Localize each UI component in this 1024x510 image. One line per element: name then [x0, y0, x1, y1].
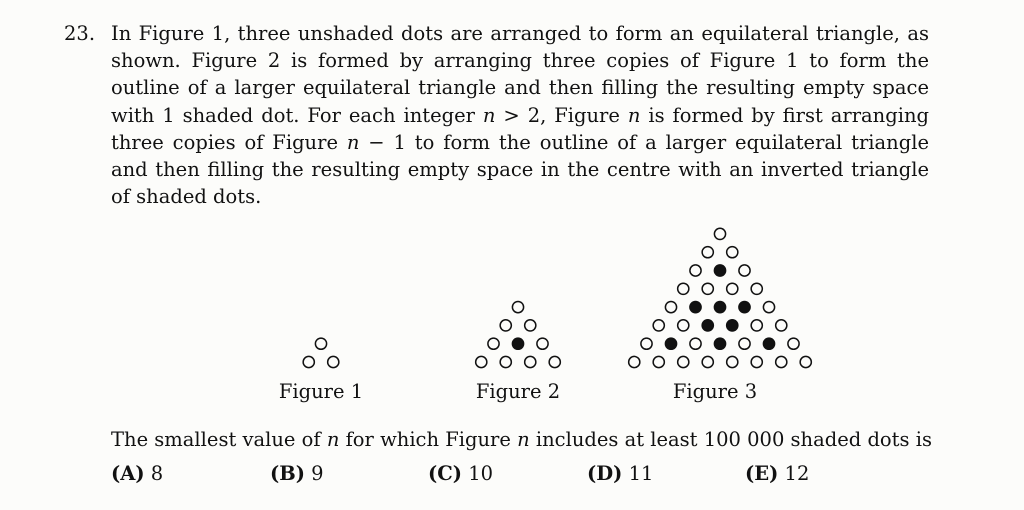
shaded-dot — [690, 302, 701, 313]
unshaded-dot — [678, 320, 689, 331]
unshaded-dot — [690, 338, 701, 349]
unshaded-dot — [500, 356, 511, 367]
unshaded-dot — [800, 356, 811, 367]
unshaded-dot — [488, 338, 499, 349]
choice-c-label: (C) — [428, 462, 462, 485]
dot-figures — [0, 200, 1024, 410]
var-n: n — [627, 103, 641, 127]
var-n: n — [326, 428, 340, 451]
shaded-dot — [714, 302, 725, 313]
unshaded-dot — [537, 338, 548, 349]
unshaded-dot — [328, 356, 339, 367]
unshaded-dot — [751, 283, 762, 294]
unshaded-dot — [751, 356, 762, 367]
unshaded-dot — [727, 356, 738, 367]
shaded-dot — [702, 320, 713, 331]
question-number: 23. — [64, 22, 96, 45]
shaded-dot — [714, 265, 725, 276]
shaded-dot — [739, 302, 750, 313]
choice-a[interactable] — [111, 462, 163, 485]
unshaded-dot — [629, 356, 640, 367]
unshaded-dot — [678, 356, 689, 367]
unshaded-dot — [739, 338, 750, 349]
choice-e[interactable] — [745, 462, 809, 485]
choice-a-value: 8 — [150, 462, 164, 485]
unshaded-dot — [303, 356, 314, 367]
choice-d[interactable] — [587, 462, 653, 485]
unshaded-dot — [500, 320, 511, 331]
shaded-dot — [763, 338, 774, 349]
figures-area — [0, 200, 1024, 410]
unshaded-dot — [653, 356, 664, 367]
unshaded-dot — [776, 320, 787, 331]
figure-1-label: Figure 1 — [278, 380, 364, 403]
choice-d-value: 11 — [628, 462, 654, 485]
shaded-dot — [727, 320, 738, 331]
var-n: n — [517, 428, 530, 451]
var-n: n — [482, 103, 496, 127]
choice-c[interactable] — [428, 462, 493, 485]
choice-a-label: (A) — [111, 462, 145, 485]
unshaded-dot — [702, 247, 713, 258]
choice-b-label: (B) — [270, 462, 305, 485]
unshaded-dot — [788, 338, 799, 349]
unshaded-dot — [678, 283, 689, 294]
unshaded-dot — [727, 247, 738, 258]
stem-part-3: − 1 to form the outline of a larger equilateral triangle and then filling the resulting empty space in the centre with an inverted triangle of shaded dots. — [111, 130, 929, 209]
unshaded-dot — [702, 283, 713, 294]
unshaded-dot — [739, 265, 750, 276]
prompt-b: for which Figure — [339, 428, 518, 451]
choice-d-label: (D) — [587, 462, 623, 485]
figure-3-label: Figure 3 — [672, 380, 758, 403]
unshaded-dot — [702, 356, 713, 367]
stem-gt: > 2, Figure — [495, 103, 628, 127]
unshaded-dot — [641, 338, 652, 349]
var-n: n — [346, 130, 360, 154]
unshaded-dot — [714, 228, 725, 239]
stem-part-1: In Figure 1, three unshaded dots are arranged to form an equilateral triangle, as shown. Figure 2 is formed by arranging three copies of Figure 1 to form the outline of a larger equilateral triangle and then filling the resulting empty space with 1 shaded dot. For each integer — [111, 22, 929, 127]
unshaded-dot — [653, 320, 664, 331]
figure-2-label: Figure 2 — [475, 380, 561, 403]
question-stem — [111, 20, 929, 210]
unshaded-dot — [776, 356, 787, 367]
unshaded-dot — [525, 320, 536, 331]
choice-c-value: 10 — [468, 462, 494, 485]
prompt-c: includes at least 100 000 shaded dots is — [529, 428, 932, 451]
prompt-a: The smallest value of — [111, 428, 327, 451]
unshaded-dot — [751, 320, 762, 331]
stem-part-2: is formed by first arranging three copies of Figure — [111, 103, 929, 154]
choice-b-value: 9 — [311, 462, 324, 485]
choice-b[interactable] — [270, 462, 324, 485]
shaded-dot — [512, 338, 523, 349]
unshaded-dot — [763, 302, 774, 313]
answer-choices — [111, 462, 1011, 492]
unshaded-dot — [512, 302, 523, 313]
choice-e-label: (E) — [745, 462, 779, 485]
shaded-dot — [665, 338, 676, 349]
unshaded-dot — [690, 265, 701, 276]
unshaded-dot — [315, 338, 326, 349]
question-prompt — [111, 426, 932, 453]
unshaded-dot — [549, 356, 560, 367]
unshaded-dot — [525, 356, 536, 367]
unshaded-dot — [727, 283, 738, 294]
choice-e-value: 12 — [784, 462, 810, 485]
unshaded-dot — [665, 302, 676, 313]
shaded-dot — [714, 338, 725, 349]
unshaded-dot — [476, 356, 487, 367]
